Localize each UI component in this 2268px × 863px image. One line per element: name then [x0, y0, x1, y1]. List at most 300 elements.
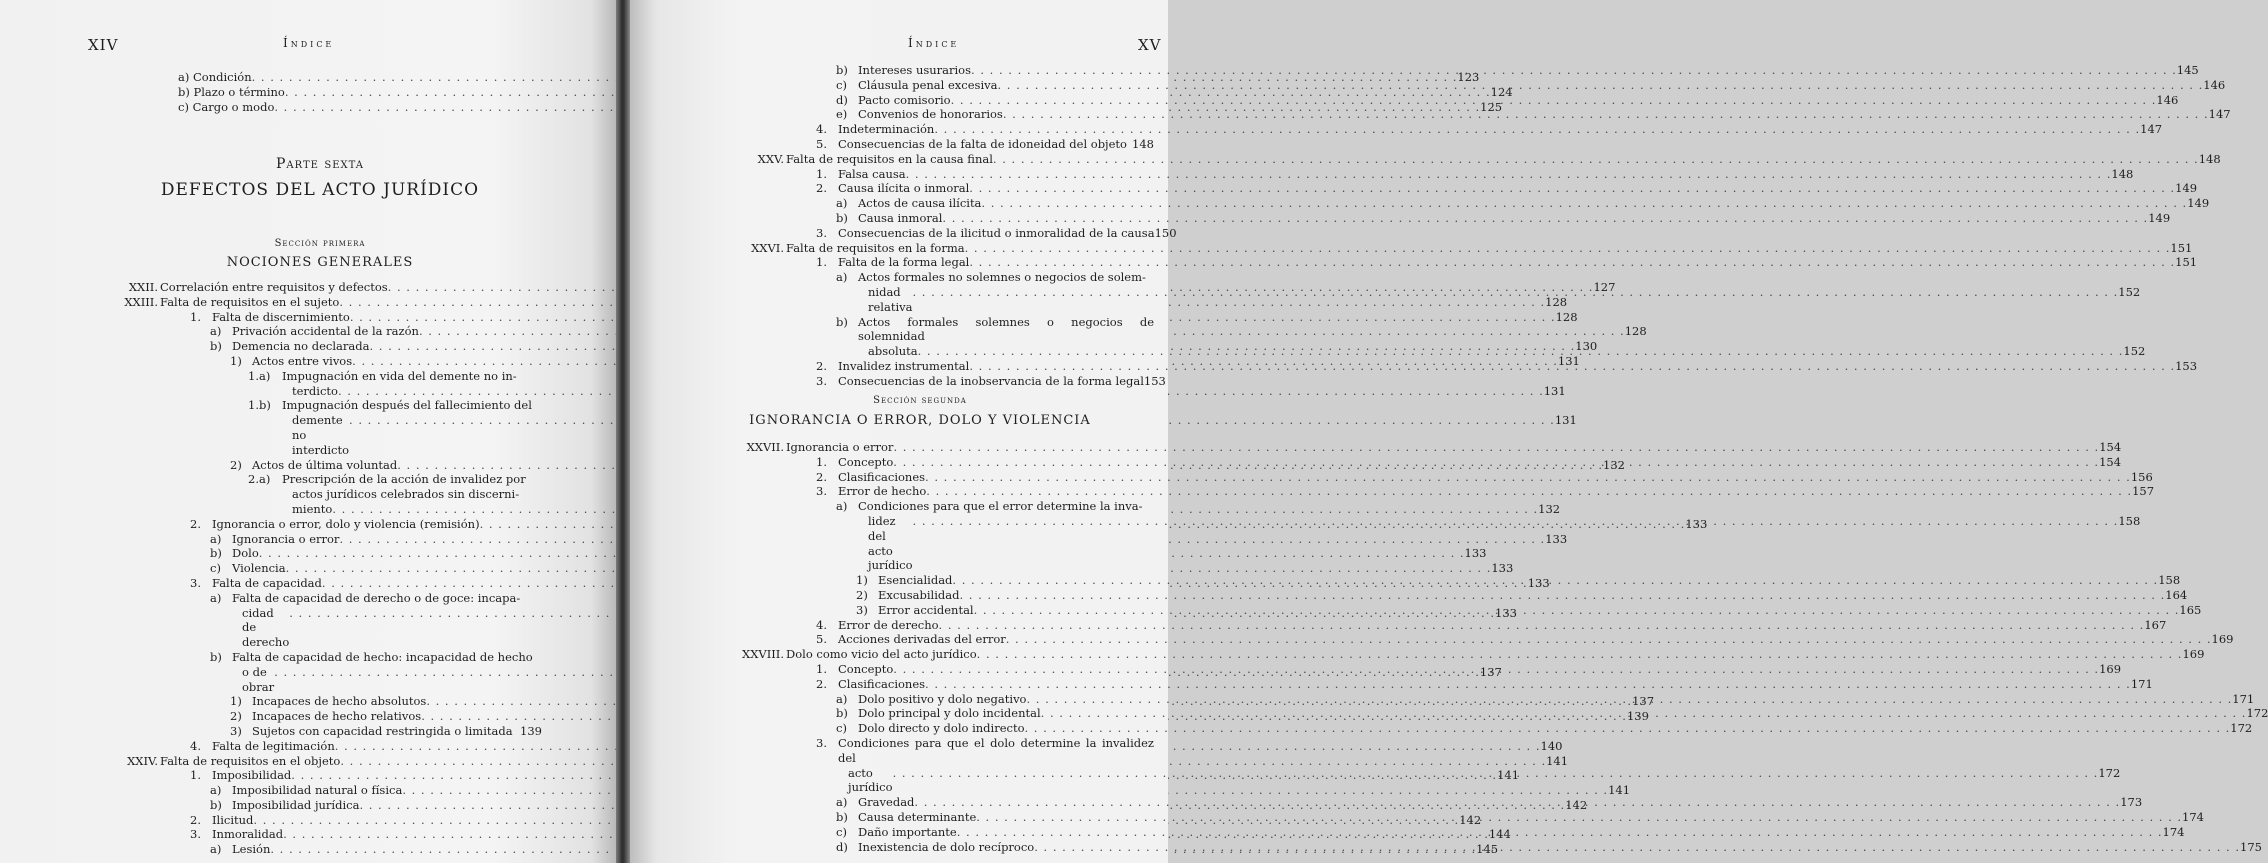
- toc-entry[interactable]: [786, 676, 2153, 692]
- toc-entry-title-continued: actos jurídicos celebrados sin discerni-: [292, 487, 520, 502]
- toc-entry[interactable]: [160, 516, 1708, 532]
- toc-entry-title: Actos de causa ilícita: [858, 196, 982, 211]
- toc-entry-number: c): [210, 561, 221, 576]
- leader-dots: [893, 455, 2099, 470]
- toc-entry-title: Acciones derivadas del error: [838, 632, 1006, 647]
- toc-entry-page: 137: [1632, 694, 1655, 709]
- toc-entry-page: 175: [2240, 839, 2262, 854]
- toc-entry-page: 148: [2198, 151, 2221, 166]
- toc-entry-title: Excusabilidad: [878, 587, 960, 602]
- toc-entry-page: 147: [2208, 107, 2231, 122]
- toc-entry-title-continued-line: [282, 383, 1566, 399]
- toc-entry-number: a): [836, 691, 848, 706]
- toc-entry[interactable]: [786, 166, 2134, 182]
- toc-entry-number: 5.: [816, 632, 827, 647]
- toc-entry-number: a): [210, 324, 222, 339]
- toc-entry-page: 142: [1459, 812, 1482, 827]
- toc-entry-title: Ignorancia o error: [786, 440, 894, 454]
- toc-entry-page: 133: [1545, 531, 1568, 546]
- toc-entry-number: a): [836, 196, 848, 211]
- leader-dots: [912, 285, 2118, 300]
- toc-entry-page: 171: [2130, 676, 2153, 691]
- toc-entry[interactable]: [786, 617, 2167, 633]
- toc-entry-page: 152: [2123, 344, 2146, 359]
- leader-dots: [965, 241, 2171, 256]
- toc-entry-page: 154: [2099, 454, 2122, 469]
- leader-dots: [1025, 721, 2231, 736]
- toc-entry-page: 125: [1480, 99, 1503, 114]
- leader-dots: [997, 78, 2203, 93]
- toc-entry-title-end: cidad de derecho: [242, 605, 290, 650]
- toc-entry[interactable]: [786, 210, 2171, 226]
- toc-entry-title: Falta de capacidad de derecho o de goce: incapa-: [232, 590, 521, 605]
- toc-entry-page: 133: [1527, 575, 1550, 590]
- leader-dots: [959, 588, 2165, 603]
- toc-entry-title: Error de hecho: [838, 484, 927, 499]
- toc-entry-page: 131: [1557, 353, 1580, 368]
- toc-entry-title: Imposibilidad natural o física: [232, 783, 403, 798]
- leader-dots: [1041, 706, 2247, 721]
- toc-entry-number: XXIII.: [124, 294, 158, 309]
- leader-dots: [977, 647, 2183, 662]
- toc-entry-number: 5.: [816, 136, 827, 151]
- toc-entry-number: a): [210, 590, 222, 605]
- toc-entry-number: 2): [230, 709, 242, 724]
- toc-entry-title: Error de derecho: [838, 617, 939, 632]
- toc-entry[interactable]: [786, 122, 2163, 137]
- toc-entry-title: Falta de discernimiento: [212, 309, 350, 324]
- toc-entry-number: c): [836, 77, 847, 92]
- leader-dots: [976, 810, 2182, 825]
- leader-dots: [925, 470, 2131, 485]
- toc-entry-number: a): [210, 531, 222, 546]
- toc-entry-page: 133: [1464, 546, 1487, 561]
- toc-entry-title: Convenios de honorarios: [858, 107, 1003, 122]
- toc-entry-number: 2.: [190, 812, 201, 827]
- toc-entry-page: 131: [1554, 413, 1577, 428]
- toc-entry-number: 2.: [816, 358, 827, 373]
- toc-entry-title: Falta de requisitos en la forma: [786, 240, 965, 255]
- leader-dots: [974, 603, 2180, 618]
- toc-entry-title: Ignorancia o error, dolo y violencia (remisión): [212, 516, 480, 531]
- leader-dots: [1003, 107, 2209, 122]
- leader-dots: [1027, 692, 2233, 707]
- toc-entry-page: 128: [1624, 324, 1647, 339]
- toc-entry-number: 1.: [816, 255, 827, 270]
- toc-entry-title: Concepto: [838, 454, 894, 469]
- toc-entry-title-end: demente no interdicto: [292, 413, 350, 457]
- part-label-text: Parte sexta: [275, 156, 365, 172]
- toc-entry-page: 156: [2130, 469, 2153, 484]
- toc-entry-page: 153: [2175, 358, 2198, 373]
- toc-entry-title: Actos de última voluntad: [252, 457, 398, 472]
- toc-entry[interactable]: [160, 309, 1578, 325]
- toc-entry-page: 169: [2099, 661, 2122, 676]
- toc-entry-title: Error accidental: [878, 602, 974, 617]
- toc-entry-title: Falta de la forma legal: [838, 255, 970, 270]
- leader-dots: [1006, 632, 2212, 647]
- toc-entry-title: Consecuencias de la inobservancia de la forma legal: [838, 373, 1144, 388]
- toc-entry-title-end: o de obrar: [242, 664, 275, 694]
- toc-entry-number: 1): [856, 573, 868, 588]
- toc-entry[interactable]: [160, 546, 1487, 561]
- section-label-text: Sección primera: [274, 238, 366, 249]
- toc-entry-number: 1.b): [248, 398, 271, 413]
- toc-entry-title: Actos entre vivos: [252, 353, 353, 368]
- toc-entry[interactable]: [786, 225, 1177, 241]
- toc-entry-title: Ilicitud: [212, 812, 254, 827]
- leader-dots: [957, 825, 2163, 840]
- toc-entry-number: b): [210, 649, 222, 664]
- toc-entry-number: 3.: [816, 225, 827, 240]
- section-label-text: Sección segunda: [873, 395, 967, 406]
- toc-entry-number: b): [836, 314, 848, 329]
- toc-entry-number: 1.: [190, 309, 201, 324]
- toc-entry-title: Privación accidental de la razón: [232, 324, 419, 339]
- leader-dots: [934, 122, 2140, 137]
- toc-entry-number: 1.: [816, 166, 827, 181]
- toc-entry-title: Falta de capacidad: [212, 575, 322, 590]
- running-head: Índice: [908, 36, 960, 50]
- toc-entry-title: Impugnación después del fallecimiento del: [282, 398, 532, 413]
- toc-entry-number: 1): [230, 353, 242, 368]
- section-title-text: NOCIONES GENERALES: [226, 255, 414, 270]
- toc-entry-page: 153: [1143, 373, 1166, 388]
- toc-entry-number: d): [836, 92, 848, 107]
- toc-entry-page: 142: [1565, 797, 1588, 812]
- toc-entry-page: 169: [2182, 647, 2205, 662]
- section-title: [170, 251, 470, 270]
- toc-entry-page: 141: [1497, 768, 1520, 783]
- toc-entry-number: b): [836, 706, 848, 721]
- toc-entry-title: Falta de capacidad de hecho: incapacidad de hecho: [232, 649, 533, 664]
- leader-dots: [906, 167, 2112, 182]
- toc-entry-title: Dolo directo y dolo indirecto: [858, 721, 1025, 736]
- toc-entry[interactable]: [786, 107, 2231, 122]
- toc-entry-page: 172: [2098, 765, 2121, 780]
- toc-entry[interactable]: [127, 753, 1569, 769]
- toc-entry-number: XXV.: [757, 151, 784, 166]
- section-label: [170, 231, 470, 250]
- toc-entry-title: Gravedad: [858, 795, 915, 810]
- toc-entry-number: a): [210, 783, 222, 798]
- toc-entry[interactable]: [160, 724, 542, 739]
- toc-entry-page: 146: [2203, 77, 2226, 92]
- toc-entry-title: Dolo positivo y dolo negativo: [858, 691, 1027, 706]
- toc-entry-number: b): [210, 339, 222, 354]
- toc-entry-number: 4.: [816, 122, 827, 137]
- toc-entry-page: 149: [2187, 196, 2210, 211]
- toc-entry-page: 137: [1479, 664, 1502, 679]
- toc-entry-page: 152: [2118, 284, 2141, 299]
- page-number: XIV: [88, 36, 119, 54]
- toc-entry-number: a): [210, 842, 222, 857]
- toc-entry-number: XXVI.: [751, 240, 784, 255]
- leader-dots: [939, 618, 2145, 633]
- toc-entry-title: Concepto: [838, 661, 894, 676]
- section-title-text: IGNORANCIA O ERROR, DOLO Y VIOLENCIA: [749, 413, 1091, 428]
- toc-entry-title: Consecuencias de la ilicitud o inmoralidad de la causa: [838, 225, 1155, 240]
- book-gutter: [616, 0, 630, 863]
- toc-entry-title: Inmoralidad: [212, 827, 284, 842]
- toc-entry-title: Dolo: [232, 546, 259, 561]
- toc-entry-title-end: lidez del acto jurídico: [868, 513, 913, 573]
- toc-entry-number: 3): [856, 602, 868, 617]
- toc-entry-number: XXIV.: [127, 753, 158, 768]
- toc-entry-number: c): [836, 824, 847, 839]
- toc-entry[interactable]: [751, 240, 2193, 256]
- toc-entry-page: 145: [2176, 63, 2199, 77]
- toc-entry-title: Consecuencias de la falta de idoneidad del objeto: [838, 136, 1127, 151]
- part-title: [150, 180, 490, 200]
- toc-entry-number: 2.: [816, 676, 827, 691]
- toc-entry[interactable]: [128, 280, 1616, 295]
- toc-entry-number: 2.a): [248, 472, 271, 487]
- toc-entry[interactable]: [786, 632, 2234, 647]
- toc-entry[interactable]: [160, 783, 1631, 798]
- toc-entry-page: 140: [1540, 738, 1563, 753]
- toc-entry-number: 1.: [190, 768, 201, 783]
- toc-entry-page: 139: [1626, 709, 1649, 724]
- toc-entry-page: 139: [520, 723, 542, 738]
- toc-entry-page: 149: [2148, 210, 2171, 225]
- toc-entry-number: 3.: [816, 484, 827, 499]
- toc-entry-title: Falsa causa: [838, 166, 906, 181]
- toc-entry-number: 3): [230, 723, 242, 738]
- toc-entry-title: Cláusula penal excesiva: [858, 77, 998, 92]
- toc-entry-number: 4.: [816, 617, 827, 632]
- toc-entry-page: 151: [2175, 255, 2198, 270]
- toc-entry-number: XXVIII.: [742, 647, 784, 662]
- toc-entry-title: Incapaces de hecho absolutos: [252, 694, 427, 709]
- toc-entry-title: c) Cargo o modo: [178, 99, 275, 114]
- toc-entry-title-end: acto jurídico: [848, 765, 893, 795]
- toc-entry-title: Invalidez instrumental: [838, 358, 970, 373]
- toc-entry-number: 1.a): [248, 368, 271, 383]
- toc-entry-title: Correlación entre requisitos y defectos: [160, 280, 388, 294]
- toc-entry[interactable]: [746, 440, 2122, 455]
- toc-entry-page: 164: [2165, 587, 2188, 602]
- toc-entry-title: Prescripción de la acción de invalidez por: [282, 472, 526, 487]
- toc-entry-page: 144: [1488, 827, 1511, 842]
- toc-entry-number: 2): [230, 457, 242, 472]
- leader-dots: [926, 484, 2132, 499]
- leader-dots: [952, 573, 2158, 588]
- toc-entry-number: b): [836, 63, 848, 77]
- toc-entry-title: Lesión: [232, 842, 271, 857]
- toc-entry-number: 3.: [816, 735, 827, 750]
- toc-entry-title: Indeterminación: [838, 122, 935, 137]
- leader-dots: [969, 255, 2175, 270]
- toc-entry-page: 146: [2156, 92, 2179, 107]
- toc-entry-number: d): [836, 839, 848, 854]
- toc-entry-number: b): [836, 809, 848, 824]
- toc-entry-page: 133: [1491, 561, 1514, 576]
- toc-entry-page: 133: [1685, 516, 1708, 531]
- toc-entry-title-end: terdicto: [292, 383, 338, 398]
- toc-entry-title: Ignorancia o error: [232, 531, 340, 546]
- toc-entry[interactable]: [742, 647, 2205, 662]
- toc-entry-number: XXII.: [128, 280, 158, 294]
- toc-entry-page: 167: [2144, 617, 2167, 632]
- toc-entry-number: 2): [856, 587, 868, 602]
- running-head: Índice: [283, 36, 335, 50]
- toc-entry[interactable]: [786, 484, 2155, 499]
- toc-entry-title: Causa determinante: [858, 809, 977, 824]
- toc-entry-title-end: absoluta: [868, 344, 918, 359]
- leader-dots: [913, 514, 2119, 529]
- toc-entry-page: 132: [1603, 457, 1625, 472]
- toc-entry-number: 3.: [816, 373, 827, 388]
- toc-entry-title: Demencia no declarada: [232, 339, 370, 354]
- section-label: [760, 388, 1080, 407]
- toc-entry[interactable]: [786, 181, 2198, 196]
- toc-entry-number: e): [836, 107, 848, 122]
- toc-entry-number: 1): [230, 694, 242, 709]
- leader-dots: [914, 795, 2120, 810]
- toc-entry-title: Incapaces de hecho relativos: [252, 709, 422, 724]
- toc-entry-page: 149: [2175, 181, 2198, 196]
- toc-entry[interactable]: [786, 196, 2210, 211]
- toc-entry-number: a): [836, 270, 848, 285]
- toc-entry-page: 169: [2211, 632, 2234, 647]
- toc-entry[interactable]: [786, 137, 1154, 152]
- toc-entry[interactable]: [786, 587, 2188, 603]
- toc-entry-title: Imposibilidad jurídica: [232, 797, 360, 812]
- toc-entry-number: 3.: [190, 827, 201, 842]
- toc-entry-page: 171: [2232, 691, 2255, 706]
- toc-entry-title: Condiciones para que el error determine la inva-: [858, 499, 1143, 514]
- toc-entry-page: 150: [1154, 225, 1177, 240]
- leader-dots: [969, 359, 2175, 374]
- toc-entry-title: Condiciones para que el dolo determine la invalidez del: [838, 735, 1154, 765]
- toc-entry-title: Falta de requisitos en la causa final: [786, 151, 993, 166]
- toc-entry[interactable]: [160, 561, 1514, 576]
- toc-entry-number: b): [210, 797, 222, 812]
- toc-entry-page: 172: [2246, 706, 2268, 721]
- toc-entry-number: 1.: [816, 661, 827, 676]
- leader-dots: [893, 440, 2099, 455]
- toc-entry-page: 174: [2182, 809, 2204, 824]
- toc-entry-page: 151: [2170, 240, 2193, 255]
- toc-entry-page: 130: [1575, 339, 1598, 354]
- toc-entry-title: Daño importante: [858, 824, 957, 839]
- section-title: [740, 409, 1100, 428]
- toc-entry[interactable]: [786, 255, 2198, 270]
- toc-entry-page: 173: [2120, 795, 2143, 810]
- toc-entry-title: Inexistencia de dolo recíproco: [858, 839, 1035, 854]
- toc-entry[interactable]: [757, 151, 2221, 167]
- toc-entry-page: 148: [2111, 166, 2134, 181]
- toc-entry-title: Falta de legitimación: [212, 738, 335, 753]
- toc-entry-page: 172: [2230, 721, 2253, 736]
- toc-entry-title: Imposibilidad: [212, 768, 292, 783]
- toc-entry-page: 128: [1555, 309, 1578, 324]
- toc-entry-title: Actos formales solemnes o negocios de solemnidad: [858, 314, 1154, 344]
- toc-entry-number: 4.: [190, 738, 201, 753]
- toc-entry-page: 124: [1490, 84, 1513, 99]
- toc-entry-page: 131: [1543, 383, 1566, 398]
- toc-entry-page: 174: [2162, 824, 2185, 839]
- toc-entry[interactable]: [786, 373, 1166, 389]
- leader-dots: [969, 181, 2175, 196]
- toc-entry-title: Causa inmoral: [858, 210, 943, 225]
- leader-dots: [993, 152, 2199, 167]
- toc-entry-title: Esencialidad: [878, 573, 953, 588]
- leader-dots: [981, 196, 2187, 211]
- toc-entry-title-end: nidad relativa: [868, 284, 913, 314]
- part-label: [170, 153, 470, 172]
- toc-entry-page: 157: [2132, 484, 2155, 499]
- leader-dots: [942, 211, 2148, 226]
- toc-entry-title: Pacto comisorio: [858, 92, 951, 107]
- toc-entry-page: 147: [2140, 122, 2163, 137]
- toc-entry-title: Falta de requisitos en el objeto: [160, 753, 341, 768]
- toc-entry-page: 158: [2158, 573, 2181, 588]
- toc-entry-page: 154: [2099, 440, 2122, 454]
- toc-entry-number: b): [210, 546, 222, 561]
- toc-entry-number: 2.: [816, 181, 827, 196]
- toc-entry-page: 145: [1476, 842, 1499, 857]
- leader-dots: [951, 93, 2157, 108]
- leader-dots: [925, 677, 2131, 692]
- part-title-text: DEFECTOS DEL ACTO JURÍDICO: [160, 180, 480, 200]
- page-number: XV: [1138, 36, 1162, 54]
- toc-entry-title: Falta de requisitos en el sujeto: [160, 294, 340, 309]
- toc-entry-title: Causa ilícita o inmoral: [838, 181, 970, 196]
- toc-entry-page: 165: [2179, 602, 2202, 617]
- toc-entry-page: 148: [1132, 136, 1154, 151]
- toc-entry-number: a): [836, 795, 848, 810]
- toc-entry-number: 2.: [816, 469, 827, 484]
- leader-dots: [918, 344, 2124, 359]
- toc-entry-page: 141: [1546, 753, 1569, 768]
- toc-entry[interactable]: [786, 721, 2253, 736]
- toc-entry-title: Clasificaciones: [838, 469, 926, 484]
- toc-entry-title: Dolo principal y dolo incidental: [858, 706, 1041, 721]
- leader-dots: [971, 63, 2177, 78]
- toc-entry-title: b) Plazo o término: [178, 84, 285, 99]
- toc-entry-page: 141: [1608, 783, 1631, 798]
- toc-entry[interactable]: [786, 469, 2153, 485]
- toc-entry-title-end: miento: [292, 501, 333, 516]
- leader-dots: [893, 766, 2099, 781]
- toc-entry-title: Intereses usurarios: [858, 63, 972, 77]
- toc-entry-number: a): [836, 499, 848, 514]
- toc-entry-title: Actos formales no solemnes o negocios de solem-: [858, 270, 1146, 285]
- toc-entry-title: Violencia: [232, 561, 286, 576]
- toc-entry-page: 127: [1593, 280, 1616, 294]
- toc-entry-page: 158: [2118, 513, 2141, 528]
- toc-entry-page: 133: [1495, 605, 1517, 620]
- toc-entry-title: Impugnación en vida del demente no in-: [282, 368, 517, 383]
- toc-entry-number: 1.: [816, 454, 827, 469]
- toc-entry-number: 3.: [190, 575, 201, 590]
- leader-dots: [893, 662, 2099, 677]
- toc-entry-number: c): [836, 721, 847, 736]
- toc-entry-page: 132: [1538, 501, 1561, 516]
- toc-entry-number: 2.: [190, 516, 201, 531]
- toc-entry-title: Sujetos con capacidad restringida o limitada: [252, 723, 513, 738]
- toc-entry-title: Clasificaciones: [838, 676, 926, 691]
- toc-entry-number: b): [836, 210, 848, 225]
- leader-dots: [1034, 840, 2240, 855]
- toc-entry[interactable]: [160, 531, 1568, 547]
- toc-entry-title: Dolo como vicio del acto jurídico: [786, 647, 977, 662]
- toc-entry-number: XXVII.: [746, 440, 784, 454]
- toc-entry-page: 128: [1545, 294, 1568, 309]
- toc-entry-page: 123: [1457, 70, 1480, 84]
